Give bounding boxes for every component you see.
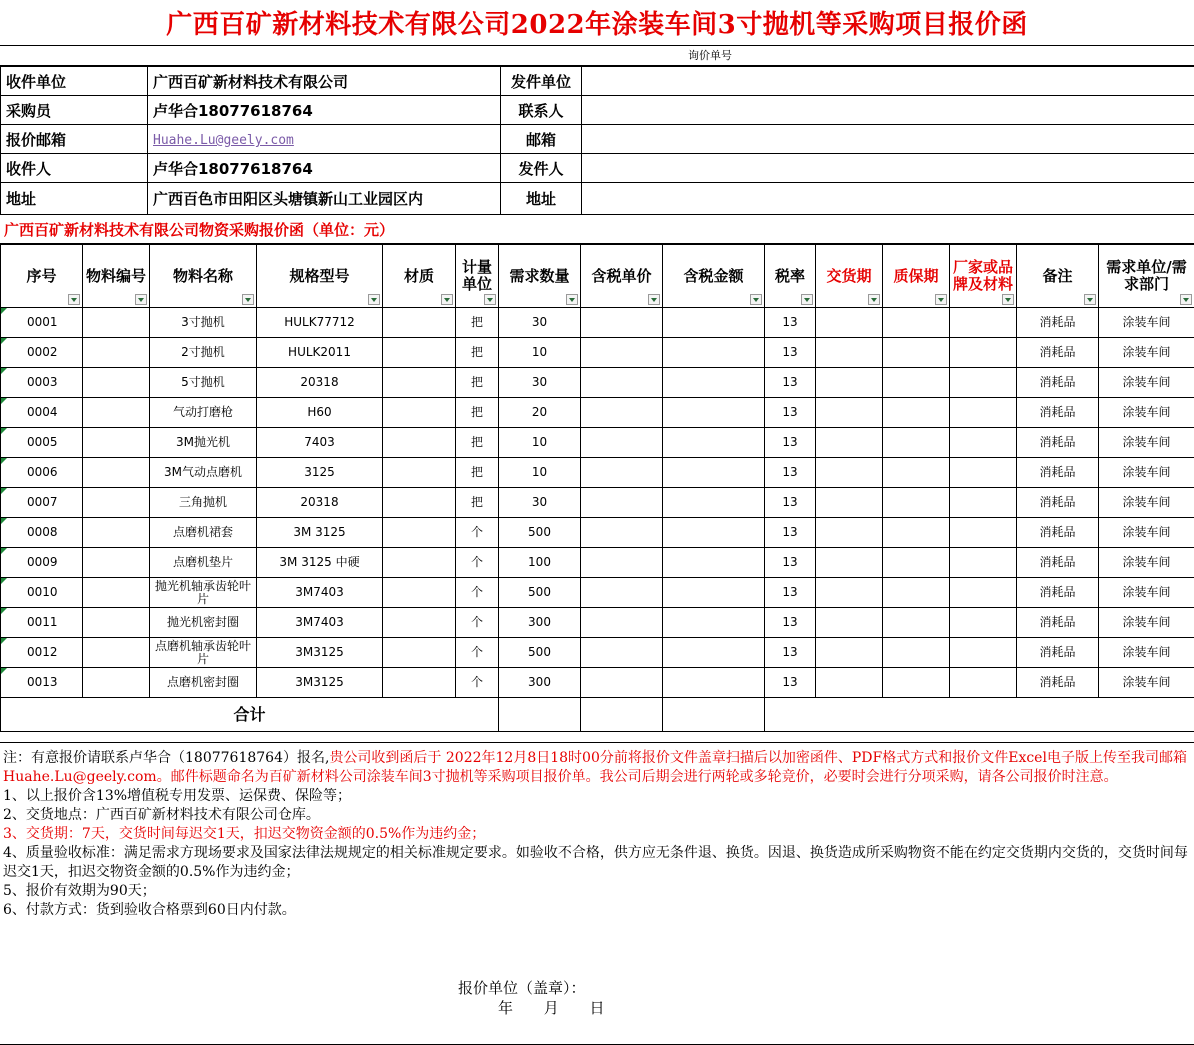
cell-material[interactable] — [383, 668, 456, 698]
cell-delivery[interactable] — [816, 488, 883, 518]
cell-remark[interactable]: 消耗品 — [1017, 458, 1099, 488]
cell-remark[interactable]: 消耗品 — [1017, 638, 1099, 668]
cell-brand[interactable] — [950, 308, 1017, 338]
cell-amount[interactable] — [663, 308, 765, 338]
filter-dropdown-icon[interactable] — [68, 294, 80, 305]
sender-unit-value[interactable] — [582, 67, 1194, 96]
cell-warranty[interactable] — [883, 308, 950, 338]
col-code-header[interactable]: 物料编号 — [83, 245, 150, 308]
cell-brand[interactable] — [950, 638, 1017, 668]
cell-brand[interactable] — [950, 458, 1017, 488]
info-row — [1, 125, 1194, 154]
cell-seq[interactable]: 0002 — [1, 338, 83, 368]
cell-remark[interactable]: 消耗品 — [1017, 338, 1099, 368]
cell-warranty[interactable] — [883, 458, 950, 488]
cell-spec[interactable]: 3M3125 — [257, 638, 383, 668]
info-row — [1, 67, 1194, 96]
cell-qty[interactable]: 30 — [499, 488, 581, 518]
quotation-table — [0, 244, 1194, 732]
cell-remark[interactable]: 消耗品 — [1017, 308, 1099, 338]
filter-dropdown-icon[interactable] — [1180, 294, 1192, 305]
cell-unit[interactable]: 个 — [456, 548, 499, 578]
cell-dept[interactable]: 涂装车间 — [1099, 308, 1194, 338]
cell-price[interactable] — [581, 338, 663, 368]
cell-remark[interactable]: 消耗品 — [1017, 578, 1099, 608]
cell-spec[interactable]: 3M7403 — [257, 608, 383, 638]
cell-price[interactable] — [581, 458, 663, 488]
cell-tax[interactable]: 13 — [765, 338, 816, 368]
table-row — [1, 608, 1194, 638]
cell-tax[interactable]: 13 — [765, 608, 816, 638]
cell-remark[interactable]: 消耗品 — [1017, 428, 1099, 458]
cell-amount[interactable] — [663, 428, 765, 458]
cell-delivery[interactable] — [816, 368, 883, 398]
table-row — [1, 368, 1194, 398]
cell-seq[interactable]: 0007 — [1, 488, 83, 518]
col-warranty-header[interactable]: 质保期 — [883, 245, 950, 308]
cell-tax[interactable]: 13 — [765, 668, 816, 698]
contact-info-table — [0, 66, 1194, 215]
table-row — [1, 638, 1194, 668]
cell-code[interactable] — [83, 308, 150, 338]
cell-amount[interactable] — [663, 518, 765, 548]
cell-qty[interactable]: 500 — [499, 518, 581, 548]
cell-code[interactable] — [83, 458, 150, 488]
cell-dept[interactable]: 涂装车间 — [1099, 608, 1194, 638]
notes-item: 2、交货地点：广西百矿新材料技术有限公司仓库。 — [3, 807, 320, 823]
cell-price[interactable] — [581, 638, 663, 668]
cell-dept[interactable]: 涂装车间 — [1099, 518, 1194, 548]
cell-spec[interactable]: 3125 — [257, 458, 383, 488]
cell-material[interactable] — [383, 488, 456, 518]
signature-date: 年 月 日 — [498, 999, 605, 1017]
col-seq-header[interactable]: 序号 — [1, 245, 83, 308]
cell-material[interactable] — [383, 638, 456, 668]
filter-dropdown-icon[interactable] — [1084, 294, 1096, 305]
cell-dept[interactable]: 涂装车间 — [1099, 548, 1194, 578]
col-dept-header[interactable]: 需求单位/需求部门 — [1099, 245, 1194, 308]
filter-dropdown-icon[interactable] — [801, 294, 813, 305]
filter-dropdown-icon[interactable] — [368, 294, 380, 305]
cell-spec[interactable]: HULK77712 — [257, 308, 383, 338]
recipient-label: 收件人 — [1, 154, 148, 183]
notes-item: 1、以上报价含13%增值税专用发票、运保费、保险等； — [3, 788, 352, 804]
recipient-value[interactable]: 卢华合18077618764 — [148, 154, 501, 183]
buyer-label: 采购员 — [1, 96, 148, 125]
table-row — [1, 578, 1194, 608]
quotation-rows — [1, 308, 1194, 698]
col-brand-header[interactable]: 厂家或品牌及材料 — [950, 245, 1017, 308]
cell-name[interactable]: 抛光机密封圈 — [150, 608, 257, 638]
cell-qty[interactable]: 500 — [499, 578, 581, 608]
cell-remark[interactable]: 消耗品 — [1017, 548, 1099, 578]
cell-qty[interactable]: 10 — [499, 458, 581, 488]
cell-unit[interactable]: 个 — [456, 638, 499, 668]
cell-warranty[interactable] — [883, 638, 950, 668]
receiver-unit-label: 收件单位 — [1, 67, 148, 96]
cell-brand[interactable] — [950, 608, 1017, 638]
cell-price[interactable] — [581, 518, 663, 548]
cell-unit[interactable]: 把 — [456, 308, 499, 338]
cell-spec[interactable]: 7403 — [257, 428, 383, 458]
cell-material[interactable] — [383, 338, 456, 368]
cell-material[interactable] — [383, 308, 456, 338]
cell-dept[interactable]: 涂装车间 — [1099, 338, 1194, 368]
buyer-value[interactable]: 卢华合18077618764 — [148, 96, 501, 125]
sender-label: 发件人 — [501, 154, 582, 183]
cell-delivery[interactable] — [816, 458, 883, 488]
cell-amount[interactable] — [663, 548, 765, 578]
total-amount-cell[interactable] — [663, 698, 765, 732]
col-price-header[interactable]: 含税单价 — [581, 245, 663, 308]
cell-material[interactable] — [383, 608, 456, 638]
cell-seq[interactable]: 0013 — [1, 668, 83, 698]
cell-name[interactable]: 点磨机轴承齿轮叶片 — [150, 638, 257, 668]
table-row — [1, 308, 1194, 338]
notes-item: 5、报价有效期为90天； — [3, 883, 156, 899]
cell-warranty[interactable] — [883, 488, 950, 518]
cell-code[interactable] — [83, 368, 150, 398]
cell-seq[interactable]: 0009 — [1, 548, 83, 578]
cell-amount[interactable] — [663, 458, 765, 488]
cell-dept[interactable]: 涂装车间 — [1099, 368, 1194, 398]
table-row — [1, 458, 1194, 488]
cell-brand[interactable] — [950, 548, 1017, 578]
table-row — [1, 338, 1194, 368]
cell-unit[interactable]: 把 — [456, 368, 499, 398]
table-row — [1, 668, 1194, 698]
cell-remark[interactable]: 消耗品 — [1017, 488, 1099, 518]
cell-amount[interactable] — [663, 398, 765, 428]
filter-dropdown-icon[interactable] — [648, 294, 660, 305]
cell-dept[interactable]: 涂装车间 — [1099, 488, 1194, 518]
cell-price[interactable] — [581, 608, 663, 638]
cell-dept[interactable]: 涂装车间 — [1099, 458, 1194, 488]
col-spec-header[interactable]: 规格型号 — [257, 245, 383, 308]
col-delivery-header[interactable]: 交货期 — [816, 245, 883, 308]
cell-brand[interactable] — [950, 578, 1017, 608]
cell-seq[interactable]: 0012 — [1, 638, 83, 668]
cell-remark[interactable]: 消耗品 — [1017, 368, 1099, 398]
cell-spec[interactable]: 20318 — [257, 368, 383, 398]
contact-value[interactable] — [582, 96, 1194, 125]
cell-spec[interactable]: 3M 3125 — [257, 518, 383, 548]
filter-dropdown-icon[interactable] — [135, 294, 147, 305]
cell-seq[interactable]: 0010 — [1, 578, 83, 608]
cell-remark[interactable]: 消耗品 — [1017, 608, 1099, 638]
cell-brand[interactable] — [950, 668, 1017, 698]
cell-amount[interactable] — [663, 488, 765, 518]
cell-seq[interactable]: 0006 — [1, 458, 83, 488]
signature-block — [458, 978, 758, 1018]
cell-spec[interactable]: HULK2011 — [257, 338, 383, 368]
total-row — [1, 698, 1194, 732]
cell-code[interactable] — [83, 638, 150, 668]
cell-price[interactable] — [581, 398, 663, 428]
cell-code[interactable] — [83, 398, 150, 428]
inquiry-number-label: 询价单号 — [688, 49, 732, 62]
sender-address-label: 地址 — [501, 183, 582, 215]
notes-item: 3、交货期：7天，交货时间每迟交1天，扣迟交物资金额的0.5%作为违约金； — [3, 826, 486, 842]
filter-dropdown-icon[interactable] — [242, 294, 254, 305]
mailbox-label: 邮箱 — [501, 125, 582, 154]
cell-code[interactable] — [83, 518, 150, 548]
table-row — [1, 548, 1194, 578]
table-row — [1, 518, 1194, 548]
col-amount-header[interactable]: 含税金额 — [663, 245, 765, 308]
cell-brand[interactable] — [950, 518, 1017, 548]
filter-dropdown-icon[interactable] — [484, 294, 496, 305]
quote-email-link[interactable]: Huahe.Lu@geely.com — [153, 133, 294, 148]
cell-delivery[interactable] — [816, 518, 883, 548]
cell-delivery[interactable] — [816, 638, 883, 668]
cell-spec[interactable]: 20318 — [257, 488, 383, 518]
cell-qty[interactable]: 100 — [499, 548, 581, 578]
cell-remark[interactable]: 消耗品 — [1017, 518, 1099, 548]
info-row — [1, 96, 1194, 125]
table-row — [1, 398, 1194, 428]
cell-seq[interactable]: 0005 — [1, 428, 83, 458]
cell-name[interactable]: 三角抛机 — [150, 488, 257, 518]
cell-dept[interactable]: 涂装车间 — [1099, 638, 1194, 668]
mailbox-value[interactable] — [582, 125, 1194, 154]
filter-dropdown-icon[interactable] — [441, 294, 453, 305]
notes-item: 6、付款方式：货到验收合格票到60日内付款。 — [3, 902, 296, 918]
cell-material[interactable] — [383, 428, 456, 458]
cell-delivery[interactable] — [816, 668, 883, 698]
cell-code[interactable] — [83, 488, 150, 518]
cell-amount[interactable] — [663, 668, 765, 698]
cell-name[interactable]: 3M抛光机 — [150, 428, 257, 458]
cell-material[interactable] — [383, 368, 456, 398]
cell-warranty[interactable] — [883, 608, 950, 638]
cell-price[interactable] — [581, 548, 663, 578]
table-row — [1, 428, 1194, 458]
cell-name[interactable]: 2寸抛机 — [150, 338, 257, 368]
cell-unit[interactable]: 把 — [456, 488, 499, 518]
cell-warranty[interactable] — [883, 398, 950, 428]
cell-amount[interactable] — [663, 638, 765, 668]
cell-delivery[interactable] — [816, 398, 883, 428]
cell-tax[interactable]: 13 — [765, 458, 816, 488]
cell-unit[interactable]: 个 — [456, 578, 499, 608]
cell-delivery[interactable] — [816, 308, 883, 338]
cell-code[interactable] — [83, 578, 150, 608]
cell-price[interactable] — [581, 428, 663, 458]
inquiry-number-row — [0, 46, 1194, 66]
cell-name[interactable]: 3M气动点磨机 — [150, 458, 257, 488]
cell-material[interactable] — [383, 548, 456, 578]
cell-tax[interactable]: 13 — [765, 488, 816, 518]
notes-item: 4、质量验收标准：满足需求方现场要求及国家法律法规规定的相关标准规定要求。如验收不合格，供方应无条件退、换货。因退、换货造成所采购物资不能在约定交货期内交货的，交货时间每迟交1天，扣迟交物资金额的0.5%作为违约金； — [3, 845, 1188, 880]
cell-qty[interactable]: 300 — [499, 668, 581, 698]
cell-warranty[interactable] — [883, 668, 950, 698]
contact-label: 联系人 — [501, 96, 582, 125]
cell-tax[interactable]: 13 — [765, 398, 816, 428]
address-label: 地址 — [1, 183, 148, 215]
total-label: 合计 — [1, 698, 499, 732]
table-row — [1, 488, 1194, 518]
cell-remark[interactable]: 消耗品 — [1017, 398, 1099, 428]
cell-name[interactable]: 点磨机垫片 — [150, 548, 257, 578]
total-cell[interactable] — [765, 698, 1194, 732]
cell-spec[interactable]: 3M 3125 中硬 — [257, 548, 383, 578]
cell-unit[interactable]: 个 — [456, 668, 499, 698]
cell-qty[interactable]: 10 — [499, 428, 581, 458]
cell-delivery[interactable] — [816, 428, 883, 458]
cell-dept[interactable]: 涂装车间 — [1099, 668, 1194, 698]
cell-brand[interactable] — [950, 398, 1017, 428]
col-qty-header[interactable]: 需求数量 — [499, 245, 581, 308]
cell-price[interactable] — [581, 578, 663, 608]
cell-tax[interactable]: 13 — [765, 308, 816, 338]
cell-spec[interactable]: 3M3125 — [257, 668, 383, 698]
cell-tax[interactable]: 13 — [765, 578, 816, 608]
cell-warranty[interactable] — [883, 428, 950, 458]
cell-unit[interactable]: 把 — [456, 338, 499, 368]
sender-unit-label: 发件单位 — [501, 67, 582, 96]
cell-material[interactable] — [383, 518, 456, 548]
cell-unit[interactable]: 把 — [456, 428, 499, 458]
cell-spec[interactable]: H60 — [257, 398, 383, 428]
col-material-header[interactable]: 材质 — [383, 245, 456, 308]
cell-delivery[interactable] — [816, 548, 883, 578]
cell-tax[interactable]: 13 — [765, 548, 816, 578]
filter-dropdown-icon[interactable] — [935, 294, 947, 305]
cell-amount[interactable] — [663, 578, 765, 608]
filter-dropdown-icon[interactable] — [868, 294, 880, 305]
cell-tax[interactable]: 13 — [765, 368, 816, 398]
cell-remark[interactable]: 消耗品 — [1017, 668, 1099, 698]
col-name-header[interactable]: 物料名称 — [150, 245, 257, 308]
sender-value[interactable] — [582, 154, 1194, 183]
cell-brand[interactable] — [950, 368, 1017, 398]
receiver-unit-value[interactable]: 广西百矿新材料技术有限公司 — [148, 67, 501, 96]
cell-warranty[interactable] — [883, 338, 950, 368]
cell-material[interactable] — [383, 398, 456, 428]
quote-email-cell[interactable] — [148, 125, 501, 154]
cell-delivery[interactable] — [816, 578, 883, 608]
cell-name[interactable]: 3寸抛机 — [150, 308, 257, 338]
cell-code[interactable] — [83, 608, 150, 638]
cell-dept[interactable]: 涂装车间 — [1099, 398, 1194, 428]
page-title: 广西百矿新材料技术有限公司2022年涂装车间3寸抛机等采购项目报价函 — [0, 0, 1194, 46]
cell-name[interactable]: 气动打磨枪 — [150, 398, 257, 428]
quote-unit-seal-label: 报价单位（盖章）： — [458, 979, 586, 997]
cell-unit[interactable]: 个 — [456, 518, 499, 548]
cell-seq[interactable]: 0003 — [1, 368, 83, 398]
cell-name[interactable]: 点磨机密封圈 — [150, 668, 257, 698]
cell-delivery[interactable] — [816, 338, 883, 368]
cell-price[interactable] — [581, 668, 663, 698]
notes-intro: 注：有意报价请联系卢华合（18077618764）报名,贵公司收到函后于 2022年12月8日18时00分前将报价文件盖章扫描后以加密函件、PDF格式方式和报价文件Excel电子版上传至我司邮箱Huahe.Lu@geely.com。邮件标题命名为百矿新材料公司涂装车间3寸抛机等采购项目报价单。我公司后期会进行两轮或多轮竞价，必要时会进行分项采购，请各公司报价时注意。 — [3, 750, 1187, 785]
cell-material[interactable] — [383, 458, 456, 488]
cell-delivery[interactable] — [816, 608, 883, 638]
cell-seq[interactable]: 0004 — [1, 398, 83, 428]
cell-seq[interactable]: 0011 — [1, 608, 83, 638]
info-row — [1, 183, 1194, 215]
total-cell[interactable] — [581, 698, 663, 732]
col-tax-header[interactable]: 税率 — [765, 245, 816, 308]
col-remark-header[interactable]: 备注 — [1017, 245, 1099, 308]
filter-dropdown-icon[interactable] — [566, 294, 578, 305]
total-cell[interactable] — [499, 698, 581, 732]
cell-warranty[interactable] — [883, 368, 950, 398]
filter-dropdown-icon[interactable] — [1002, 294, 1014, 305]
cell-warranty[interactable] — [883, 578, 950, 608]
cell-tax[interactable]: 13 — [765, 638, 816, 668]
cell-code[interactable] — [83, 548, 150, 578]
header-row — [1, 245, 1194, 308]
cell-name[interactable]: 5寸抛机 — [150, 368, 257, 398]
info-row — [1, 154, 1194, 183]
cell-brand[interactable] — [950, 488, 1017, 518]
cell-tax[interactable]: 13 — [765, 518, 816, 548]
cell-code[interactable] — [83, 668, 150, 698]
cell-price[interactable] — [581, 488, 663, 518]
cell-spec[interactable]: 3M7403 — [257, 578, 383, 608]
cell-brand[interactable] — [950, 428, 1017, 458]
sender-address-value[interactable] — [582, 183, 1194, 215]
cell-warranty[interactable] — [883, 518, 950, 548]
cell-qty[interactable]: 30 — [499, 368, 581, 398]
cell-code[interactable] — [83, 338, 150, 368]
filter-dropdown-icon[interactable] — [750, 294, 762, 305]
cell-qty[interactable]: 300 — [499, 608, 581, 638]
cell-price[interactable] — [581, 368, 663, 398]
cell-qty[interactable]: 10 — [499, 338, 581, 368]
cell-tax[interactable]: 13 — [765, 428, 816, 458]
col-unit-header[interactable]: 计量单位 — [456, 245, 499, 308]
cell-dept[interactable]: 涂装车间 — [1099, 428, 1194, 458]
cell-name[interactable]: 抛光机轴承齿轮叶片 — [150, 578, 257, 608]
cell-warranty[interactable] — [883, 548, 950, 578]
cell-unit[interactable]: 个 — [456, 608, 499, 638]
address-value[interactable]: 广西百色市田阳区头塘镇新山工业园区内 — [148, 183, 501, 215]
cell-qty[interactable]: 20 — [499, 398, 581, 428]
cell-unit[interactable]: 把 — [456, 398, 499, 428]
cell-brand[interactable] — [950, 338, 1017, 368]
cell-price[interactable] — [581, 308, 663, 338]
quote-email-label: 报价邮箱 — [1, 125, 148, 154]
cell-amount[interactable] — [663, 338, 765, 368]
cell-dept[interactable]: 涂装车间 — [1099, 578, 1194, 608]
cell-material[interactable] — [383, 578, 456, 608]
section-title: 广西百矿新材料技术有限公司物资采购报价函（单位：元） — [0, 216, 1194, 244]
cell-name[interactable]: 点磨机裙套 — [150, 518, 257, 548]
cell-amount[interactable] — [663, 608, 765, 638]
cell-seq[interactable]: 0001 — [1, 308, 83, 338]
cell-qty[interactable]: 500 — [499, 638, 581, 668]
cell-amount[interactable] — [663, 368, 765, 398]
cell-code[interactable] — [83, 428, 150, 458]
cell-seq[interactable]: 0008 — [1, 518, 83, 548]
cell-qty[interactable]: 30 — [499, 308, 581, 338]
cell-unit[interactable]: 把 — [456, 458, 499, 488]
